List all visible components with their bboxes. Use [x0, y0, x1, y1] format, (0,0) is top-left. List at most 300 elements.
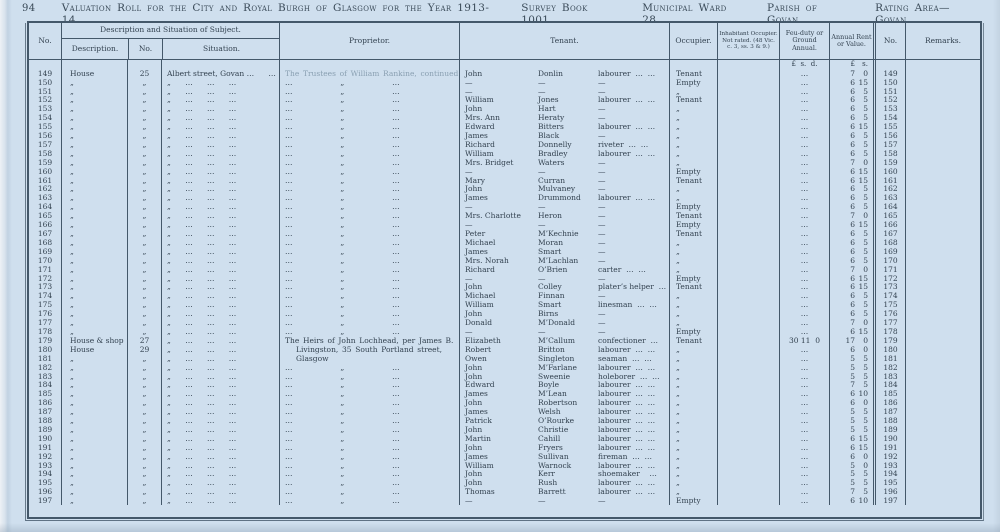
cell-tenant-surname: —	[538, 496, 546, 506]
cell-remarks	[905, 105, 980, 114]
cell-rent-shillings: 0	[863, 336, 868, 345]
cell-description: „	[61, 87, 127, 96]
cell-proprietor: … „ …	[279, 497, 459, 506]
cell-inhabitant-occupier	[717, 176, 779, 185]
cell-description: „	[61, 122, 127, 131]
cell-situation: „ … … …	[161, 167, 279, 176]
cell-tenant-surname: M’Callum	[538, 336, 576, 345]
cell-rent-shillings: 0	[863, 69, 868, 78]
cell-remarks	[905, 336, 980, 345]
cell-feu-duty: …	[779, 363, 829, 372]
cell-street-no: „	[127, 283, 161, 292]
cell-situation: „ … … …	[161, 194, 279, 203]
cell-no: 171	[37, 264, 53, 274]
cell-inhabitant-occupier	[717, 140, 779, 149]
cell-rent-shillings: 5	[863, 95, 868, 105]
cell-street-no: „	[127, 318, 161, 327]
cell-remarks	[905, 292, 980, 301]
cell-street-no: „	[127, 497, 161, 506]
cell-feu-duty: …	[779, 452, 829, 461]
cell-rent-pounds: 6	[829, 327, 855, 336]
cell-rent-shillings: 5	[863, 229, 868, 239]
cell-tenant-occupation: —	[598, 318, 606, 328]
cell-street-no: „	[127, 274, 161, 283]
cell-description: „	[61, 399, 127, 408]
cell-remarks	[905, 416, 980, 425]
cell-inhabitant-occupier	[717, 247, 779, 256]
cell-rent-shillings: 5	[863, 238, 868, 247]
cell-tenant-surname: —	[538, 202, 546, 212]
cell-description: „	[61, 229, 127, 238]
cell-feu-duty: …	[779, 114, 829, 123]
cell-tenant-forename: Richard	[459, 140, 537, 149]
cell-rent-shillings: 5	[863, 131, 868, 141]
cell-rent-shillings: 0	[863, 398, 868, 408]
cell-no-right: 179	[873, 336, 905, 345]
cell-tenant-surname	[537, 60, 597, 69]
cell-rent-pounds: 6	[829, 185, 855, 194]
cell-feu-duty: …	[779, 425, 829, 434]
cell-tenant-surname: Jones	[538, 95, 559, 105]
cell-situation: „ … … …	[161, 488, 279, 497]
cell-proprietor: … „ …	[279, 194, 459, 203]
cell-street-no: „	[127, 78, 161, 87]
cell-street-no: „	[127, 452, 161, 461]
col-header-occupier: Occupier.	[669, 23, 717, 59]
cell-inhabitant-occupier	[717, 407, 779, 416]
cell-situation: „ … … …	[161, 274, 279, 283]
survey-book-label: Survey Book 1001.	[521, 2, 588, 26]
cell-feu-duty: …	[779, 372, 829, 381]
cell-proprietor: … „ …	[279, 229, 459, 238]
cell-tenant-occupation: plater’s helper …	[598, 282, 667, 292]
cell-rent-shillings: 5	[863, 140, 868, 149]
cell-no: 162	[37, 184, 53, 194]
cell-rent-shillings: 5	[863, 425, 868, 434]
cell-tenant-occupation: labourer … …	[598, 443, 656, 452]
cell-tenant-forename: John	[459, 283, 537, 292]
cell-proprietor: … „ …	[279, 87, 459, 96]
cell-occupier: „	[669, 105, 717, 114]
cell-tenant-surname: —	[538, 86, 546, 96]
table-row	[29, 140, 980, 149]
cell-no: 194	[37, 469, 53, 479]
cell-description: „	[61, 309, 127, 318]
cell-tenant-forename: Robert	[459, 345, 537, 354]
cell-tenant-occupation: labourer … …	[598, 69, 656, 78]
cell-tenant-forename: Mrs. Bridget	[459, 158, 537, 167]
cell-feu-duty: …	[779, 390, 829, 399]
cell-inhabitant-occupier	[717, 220, 779, 229]
table-row	[29, 265, 980, 274]
cell-no-right: 171	[873, 265, 905, 274]
cell-situation: „ … … …	[161, 301, 279, 310]
cell-occupier: „	[669, 158, 717, 167]
cell-tenant-occupation: —	[598, 496, 606, 506]
page-edge-left	[0, 0, 12, 532]
cell-remarks	[905, 229, 980, 238]
cell-occupier: „	[669, 309, 717, 318]
cell-no-right: 168	[873, 238, 905, 247]
cell-occupier: „	[669, 149, 717, 158]
table-row	[29, 363, 980, 372]
cell-no	[29, 60, 61, 69]
cell-occupier: „	[669, 238, 717, 247]
cell-street-no: „	[127, 470, 161, 479]
cell-remarks	[905, 131, 980, 140]
cell-no-right: 156	[873, 131, 905, 140]
table-row	[29, 203, 980, 212]
cell-inhabitant-occupier	[717, 434, 779, 443]
table-row	[29, 185, 980, 194]
cell-proprietor: … „ …	[279, 434, 459, 443]
cell-situation: „ … … …	[161, 176, 279, 185]
municipal-ward-label: Municipal Ward 28.	[642, 2, 727, 26]
cell-tenant-occupation: labourer … …	[598, 416, 656, 426]
cell-inhabitant-occupier	[717, 203, 779, 212]
cell-situation: „ … … …	[161, 470, 279, 479]
cell-street-no: „	[127, 149, 161, 158]
col-header-no-right: No.	[873, 23, 905, 59]
table-row	[29, 167, 980, 176]
cell-proprietor: … „ …	[279, 158, 459, 167]
cell-rent-pounds: 7	[829, 318, 855, 327]
cell-street-no: „	[127, 479, 161, 488]
cell-remarks	[905, 78, 980, 87]
cell-rent-pounds: 7	[829, 381, 855, 390]
cell-street-no: „	[127, 292, 161, 301]
cell-tenant-occupation: labourer … …	[598, 398, 656, 408]
cell-inhabitant-occupier	[717, 114, 779, 123]
cell-tenant-surname: O’Brien	[538, 264, 568, 274]
cell-rent-shillings: 10	[858, 496, 868, 506]
cell-occupier: „	[669, 461, 717, 470]
cell-rent-shillings: 5	[863, 113, 868, 123]
cell-no-right: 161	[873, 176, 905, 185]
cell-proprietor: … „ …	[279, 390, 459, 399]
cell-description: „	[61, 292, 127, 301]
cell-description: „	[61, 283, 127, 292]
cell-tenant-occupation: labourer … …	[598, 460, 656, 470]
cell-situation: „ … … …	[161, 238, 279, 247]
cell-proprietor: … „ …	[279, 425, 459, 434]
cell-occupier: „	[669, 140, 717, 149]
cell-no-right: 163	[873, 194, 905, 203]
cell-proprietor: … „ …	[279, 327, 459, 336]
cell-remarks	[905, 238, 980, 247]
cell-inhabitant-occupier	[717, 488, 779, 497]
cell-tenant-forename: James	[459, 390, 537, 399]
cell-tenant-forename: John	[459, 69, 537, 78]
cell-proprietor: … „ …	[279, 176, 459, 185]
cell-tenant-occupation: —	[598, 104, 606, 114]
cell-rent-shillings: 5	[863, 104, 868, 114]
cell-tenant-occupation: —	[598, 238, 606, 247]
table-row	[29, 318, 980, 327]
cell-rent-pounds: 6	[829, 105, 855, 114]
col-header-description: Description.	[71, 43, 119, 53]
cell-rent-shillings: 0	[863, 451, 868, 461]
rating-area-label: Rating Area—Govan.	[875, 2, 950, 26]
cell-street-no: „	[127, 354, 161, 363]
cell-inhabitant-occupier	[717, 167, 779, 176]
cell-no-right: 190	[873, 434, 905, 443]
cell-tenant-occupation: labourer … …	[598, 122, 656, 132]
cell-inhabitant-occupier	[717, 425, 779, 434]
cell-tenant-occupation: carter … …	[598, 264, 646, 274]
page-edge-bottom	[0, 523, 1000, 532]
cell-feu-duty: …	[779, 140, 829, 149]
cell-no-right: 160	[873, 167, 905, 176]
cell-feu-duty: …	[779, 461, 829, 470]
cell-tenant-surname: M’Lean	[538, 389, 567, 399]
cell-rent-pounds: 6	[829, 345, 855, 354]
cell-tenant-surname: Heraty	[538, 113, 565, 123]
cell-inhabitant-occupier	[717, 283, 779, 292]
cell-rent-pounds: 5	[829, 407, 855, 416]
cell-feu-duty: …	[779, 122, 829, 131]
cell-street-no: „	[127, 87, 161, 96]
cell-no-right: 154	[873, 114, 905, 123]
cell-no: 150	[37, 77, 53, 87]
cell-feu-duty: …	[779, 327, 829, 336]
cell-proprietor: … „ …	[279, 114, 459, 123]
cell-no-right: 185	[873, 390, 905, 399]
cell-tenant-surname: Cahill	[538, 434, 561, 443]
page-number: 94	[22, 3, 36, 14]
cell-no: 181	[37, 354, 53, 363]
cell-tenant-forename: John	[459, 105, 537, 114]
cell-feu-duty: …	[779, 158, 829, 167]
cell-no-right: 195	[873, 479, 905, 488]
cell-situation: „ … … …	[161, 149, 279, 158]
cell-situation: „ … … …	[161, 114, 279, 123]
cell-tenant-forename: John	[459, 372, 537, 381]
cell-rent-shillings: 5	[863, 416, 868, 426]
cell-description: „	[61, 470, 127, 479]
cell-no-right: 181	[873, 354, 905, 363]
cell-feu-duty: …	[779, 497, 829, 506]
cell-rent-shillings: 0	[863, 211, 868, 221]
cell-inhabitant-occupier	[717, 96, 779, 105]
cell-description: „	[61, 452, 127, 461]
cell-inhabitant-occupier	[717, 105, 779, 114]
col-header-feu-duty: Feu-duty or Ground Annual.	[779, 23, 829, 59]
cell-remarks	[905, 461, 980, 470]
cell-street-no: „	[127, 185, 161, 194]
cell-occupier: Tenant	[669, 229, 717, 238]
cell-inhabitant-occupier	[717, 399, 779, 408]
cell-remarks	[905, 470, 980, 479]
cell-situation: „ … … …	[161, 399, 279, 408]
cell-inhabitant-occupier	[717, 443, 779, 452]
cell-rent-shillings: 5	[863, 247, 868, 256]
cell-tenant-forename: John	[459, 443, 537, 452]
cell-street-no: „	[127, 390, 161, 399]
cell-occupier: „	[669, 256, 717, 265]
cell-tenant-occupation: shoemaker …	[598, 469, 657, 479]
cell-description	[61, 60, 127, 69]
cell-proprietor: The Trustees of William Rankine, continued	[279, 69, 459, 78]
cell-inhabitant-occupier	[717, 185, 779, 194]
cell-occupier: Tenant	[669, 336, 717, 345]
cell-proprietor: … „ …	[279, 212, 459, 221]
cell-proprietor: … „ …	[279, 318, 459, 327]
cell-situation: „ … … …	[161, 203, 279, 212]
cell-no-right: 192	[873, 452, 905, 461]
cell-proprietor: … „ …	[279, 407, 459, 416]
cell-rent-pounds: 7	[829, 158, 855, 167]
cell-tenant-occupation: —	[598, 184, 606, 194]
cell-description: „	[61, 327, 127, 336]
cell-no-right: 193	[873, 461, 905, 470]
cell-proprietor: … „ …	[279, 256, 459, 265]
cell-tenant-surname: Birns	[538, 309, 559, 319]
cell-street-no: „	[127, 229, 161, 238]
cell-remarks	[905, 167, 980, 176]
cell-tenant-surname: M’Kechnie	[538, 229, 579, 239]
cell-inhabitant-occupier	[717, 274, 779, 283]
cell-description: „	[61, 265, 127, 274]
cell-tenant-surname: Heron	[538, 211, 562, 221]
cell-rent-pounds: 17	[829, 336, 855, 345]
cell-feu-duty: …	[779, 131, 829, 140]
cell-tenant-forename: William	[459, 301, 537, 310]
col-header-tenant: Tenant.	[459, 23, 669, 59]
cell-tenant-occupation: —	[598, 247, 606, 256]
cell-rent-pounds: 6	[829, 256, 855, 265]
table-row	[29, 122, 980, 131]
cell-description: „	[61, 238, 127, 247]
cell-remarks	[905, 443, 980, 452]
cell-no-right: 149	[873, 69, 905, 78]
cell-situation: „ … … …	[161, 220, 279, 229]
cell-remarks	[905, 327, 980, 336]
cell-no: 163	[37, 193, 53, 203]
cell-situation: „ … … …	[161, 363, 279, 372]
cell-tenant-forename: James	[459, 194, 537, 203]
cell-tenant-surname: Moran	[538, 238, 564, 247]
cell-tenant-surname: Fryers	[538, 443, 563, 452]
cell-feu-duty: …	[779, 283, 829, 292]
cell-feu-duty: …	[779, 470, 829, 479]
cell-street-no: „	[127, 158, 161, 167]
cell-inhabitant-occupier	[717, 416, 779, 425]
table-row	[29, 292, 980, 301]
cell-no-right: 184	[873, 381, 905, 390]
cell-proprietor: … „ …	[279, 167, 459, 176]
cell-description: „	[61, 247, 127, 256]
cell-rent-shillings: 15	[858, 434, 868, 443]
cell-no: 177	[37, 318, 53, 328]
cell-remarks	[905, 69, 980, 78]
cell-feu-duty: …	[779, 185, 829, 194]
cell-description: „	[61, 416, 127, 425]
cell-rent-shillings: 15	[858, 166, 868, 176]
table-row	[29, 283, 980, 292]
cell-tenant-occupation: —	[598, 291, 606, 301]
table-row	[29, 69, 980, 78]
cell-tenant-surname: Curran	[538, 175, 566, 185]
cell-rent-shillings: 5	[863, 478, 868, 488]
cell-situation: „ … … …	[161, 479, 279, 488]
cell-tenant-forename: Donald	[459, 318, 537, 327]
cell-tenant-forename: —	[459, 274, 537, 283]
cell-proprietor: … „ …	[279, 292, 459, 301]
cell-no-right: 187	[873, 407, 905, 416]
cell-situation: „ … … …	[161, 131, 279, 140]
cell-feu-duty: …	[779, 247, 829, 256]
cell-no-right: 162	[873, 185, 905, 194]
cell-tenant-forename: John	[459, 309, 537, 318]
cell-tenant-occupation: —	[598, 309, 606, 319]
cell-inhabitant-occupier	[717, 461, 779, 470]
cell-tenant-surname: Singleton	[538, 354, 575, 363]
cell-no-right: 186	[873, 399, 905, 408]
cell-tenant-forename: —	[459, 220, 537, 229]
cell-occupier: „	[669, 87, 717, 96]
cell-remarks	[905, 488, 980, 497]
cell-tenant-surname: M’Lachlan	[538, 256, 579, 265]
cell-feu-duty: …	[779, 96, 829, 105]
cell-proprietor: … „ …	[279, 363, 459, 372]
cell-no: 174	[37, 291, 53, 301]
cell-inhabitant-occupier	[717, 292, 779, 301]
cell-remarks	[905, 140, 980, 149]
cell-street-no: „	[127, 122, 161, 131]
cell-street-no: „	[127, 488, 161, 497]
cell-tenant-occupation: —	[598, 86, 606, 96]
cell-situation: „ … … …	[161, 87, 279, 96]
cell-tenant-surname: Sullivan	[538, 451, 569, 461]
col-header-street-no: No.	[128, 39, 162, 59]
cell-inhabitant-occupier	[717, 229, 779, 238]
cell-tenant-surname: Colley	[538, 282, 562, 292]
table-row	[29, 131, 980, 140]
cell-tenant-forename: James	[459, 247, 537, 256]
cell-description: „	[61, 301, 127, 310]
cell-tenant-surname: Donlin	[538, 69, 563, 78]
cell-rent-pounds: 6	[829, 301, 855, 310]
cell-rent-pounds: 5	[829, 372, 855, 381]
table-header	[29, 23, 980, 60]
cell-tenant-forename: John	[459, 185, 537, 194]
cell-description: „	[61, 461, 127, 470]
cell-tenant-forename: James	[459, 131, 537, 140]
cell-tenant-forename: Thomas	[459, 488, 537, 497]
cell-occupier: „	[669, 452, 717, 461]
cell-street-no: „	[127, 363, 161, 372]
cell-description: „	[61, 256, 127, 265]
cell-proprietor: … „ …	[279, 274, 459, 283]
cell-rent-pounds: 6	[829, 497, 855, 506]
cell-street-no: „	[127, 425, 161, 434]
cell-remarks	[905, 301, 980, 310]
cell-occupier: Tenant	[669, 96, 717, 105]
cell-proprietor: … „ …	[279, 265, 459, 274]
cell-no: 164	[37, 202, 53, 212]
cell-feu-duty: …	[779, 488, 829, 497]
cell-remarks	[905, 363, 980, 372]
cell-occupier: Empty	[669, 203, 717, 212]
cell-no-right: 173	[873, 283, 905, 292]
cell-no-right: 150	[873, 78, 905, 87]
cell-rent-pounds: 6	[829, 167, 855, 176]
cell-tenant-surname: Kerr	[538, 469, 556, 479]
cell-tenant-surname: —	[538, 77, 546, 87]
cell-remarks	[905, 149, 980, 158]
cell-proprietor: … „ …	[279, 131, 459, 140]
